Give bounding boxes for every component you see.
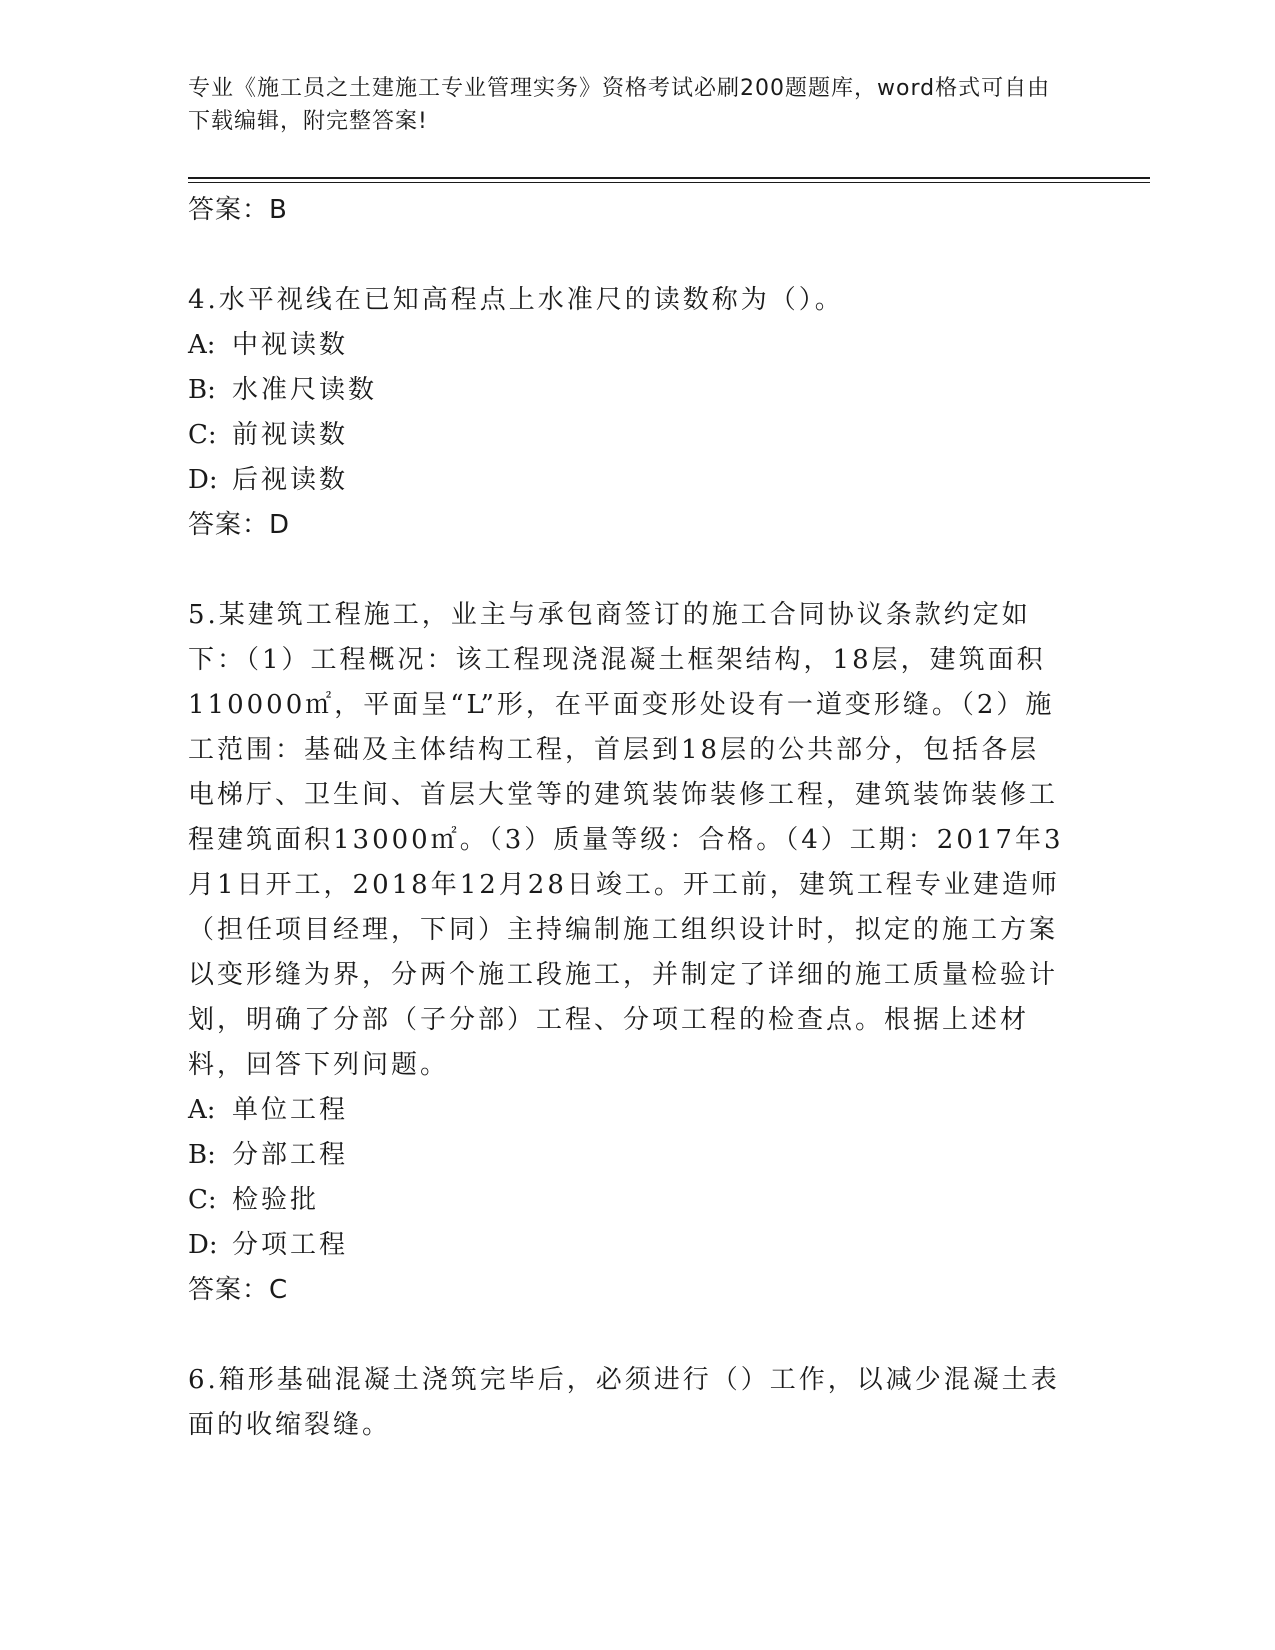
answer-line: 答案：D	[188, 510, 291, 540]
option-d: D: 分项工程	[188, 1230, 349, 1260]
question-text: 6.箱形基础混凝土浇筑完毕后，必须进行（）工作，以减少混凝土表面的收缩裂缝。	[188, 1365, 1060, 1440]
option-a: A: 中视读数	[188, 330, 349, 360]
option-a: A: 单位工程	[188, 1095, 349, 1125]
page-header: 专业《施工员之土建施工专业管理实务》资格考试必刷200题题库，word格式可自由下载编辑，附完整答案!	[188, 76, 1051, 134]
question-block	[188, 278, 1068, 548]
option-c: C: 前视读数	[188, 420, 349, 450]
header-divider-thick	[188, 177, 1150, 179]
question-block	[188, 1358, 1068, 1448]
option-b: B: 水准尺读数	[188, 375, 378, 405]
option-d: D: 后视读数	[188, 465, 349, 495]
answer-line: 答案：C	[188, 1275, 289, 1305]
question-text: 4.水平视线在已知高程点上水准尺的读数称为（）。	[188, 285, 844, 315]
spacer	[188, 1313, 1068, 1358]
question-text: 5.某建筑工程施工，业主与承包商签订的施工合同协议条款约定如下：（1）工程概况：该工程现浇混凝土框架结构，18层，建筑面积110000㎡，平面呈“L”形，在平面变形处设有一道变形缝。（2）施工范围：基础及主体结构工程，首层到18层的公共部分，包括各层电梯厅、卫生间、首层大堂等的建筑装饰装修工程，建筑装饰装修工程建筑面积13000㎡。（3）质量等级：合格。（4）工期：2017年3月1日开工，2018年12月28日竣工。开工前，建筑工程专业建造师（担任项目经理，下同）主持编制施工组织设计时，拟定的施工方案以变形缝为界，分两个施工段施工，并制定了详细的施工质量检验计划，明确了分部（子分部）工程、分项工程的检查点。根据上述材料，回答下列问题。	[188, 600, 1064, 1080]
question-list	[188, 188, 1068, 1448]
option-c: C: 检验批	[188, 1185, 320, 1215]
option-b: B: 分部工程	[188, 1140, 349, 1170]
spacer	[188, 233, 1068, 278]
header-divider-thin	[188, 182, 1150, 183]
answer-line: 答案：B	[188, 195, 288, 225]
spacer	[188, 548, 1068, 593]
question-block	[188, 593, 1068, 1313]
